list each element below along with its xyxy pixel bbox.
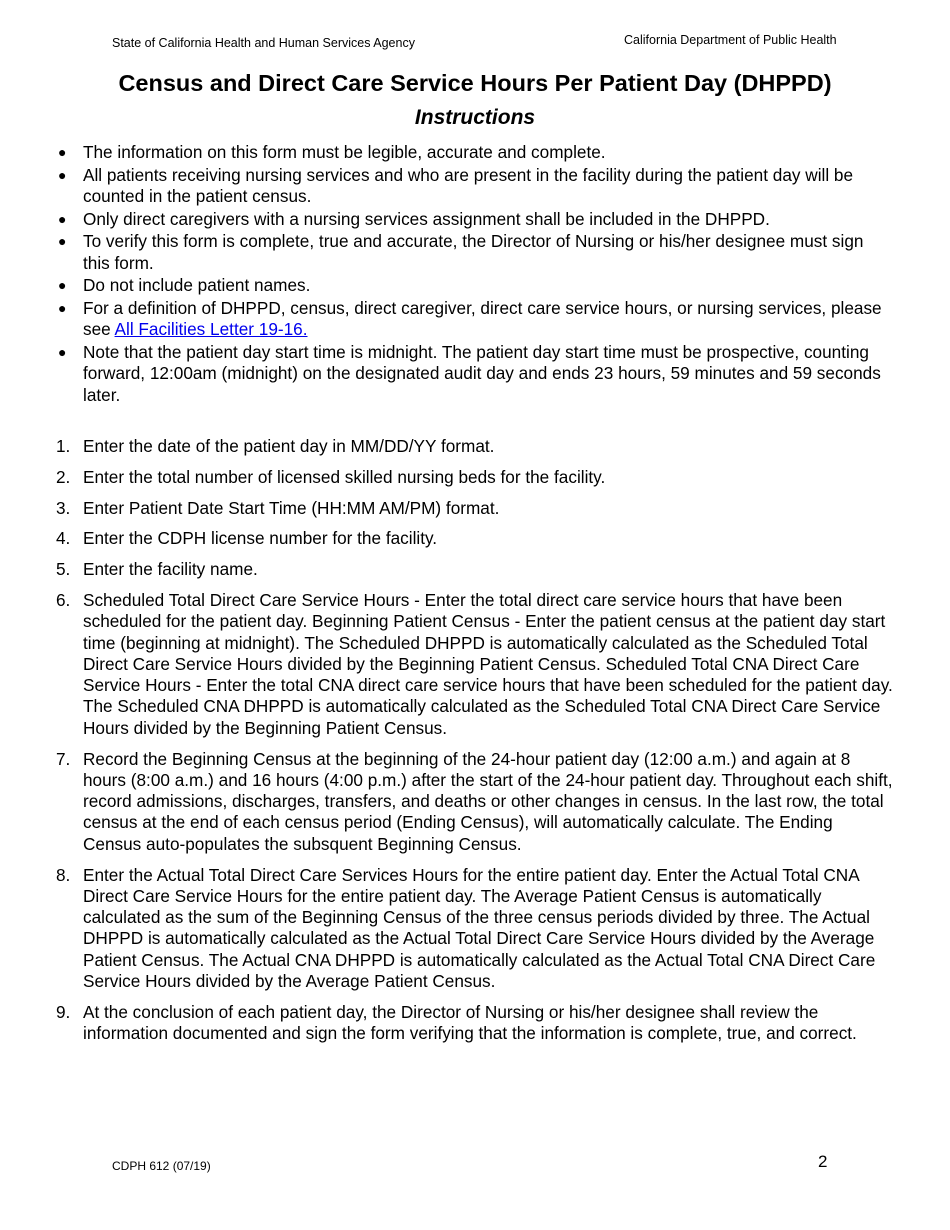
bullet-text: The information on this form must be legible, accurate and complete.: [83, 142, 606, 162]
instruction-bullets: [0, 142, 950, 407]
afl-19-16-link[interactable]: All Facilities Letter 19-16.: [114, 319, 308, 339]
step-text: Enter the Actual Total Direct Care Services Hours for the entire patient day. Enter the Actual Total CNA Direct Care Service Hours for the entire patient day. The Average Patient Census is automatically calculated as the sum of the Beginning Census of the three census periods divided by three. The Actual DHPPD is automatically calculated as the Actual Total Direct Care Service Hours divided by the Average Patient Census. The Actual CNA DHPPD is automatically calculated as the Actual Total CNA Direct Care Service Hours divided by the Average Patient Census.: [83, 864, 876, 992]
bullet-text: Only direct caregivers with a nursing services assignment shall be included in the DHPPD.: [83, 208, 770, 229]
department-name: California Department of Public Health: [624, 33, 837, 47]
bullet-icon: ●: [58, 299, 67, 316]
step-text: Scheduled Total Direct Care Service Hours - Enter the total direct care service hours that have been scheduled for the patient day. Beginning Patient Census - Enter the patient census at the patient day start time (beginning at midnight). The Scheduled DHPPD is automatically calculated as the Scheduled Total Direct Care Service Hours divided by the Beginning Patient Census. Scheduled Total CNA Direct Care Service Hours - Enter the total CNA direct care service hours that have been scheduled for the patient day. The Scheduled CNA DHPPD is automatically calculated as the Scheduled Total CNA Direct Care Service Hours divided by the Beginning Patient Census.: [83, 589, 893, 738]
page-number: 2: [818, 1152, 828, 1171]
bullet-item: [0, 275, 893, 297]
step-item: [0, 436, 893, 457]
step-number: 4.: [56, 528, 71, 549]
step-item: [0, 498, 893, 519]
step-text: Enter the date of the patient day in MM/DD/YY format.: [83, 436, 495, 456]
form-id: CDPH 612 (07/19): [112, 1159, 211, 1173]
step-item: [0, 1002, 893, 1045]
bullet-icon: ●: [58, 277, 67, 293]
step-item: [0, 749, 893, 855]
bullet-item: [0, 142, 893, 164]
bullet-text: All patients receiving nursing services and who are present in the facility during the patient day will be counted in the patient census.: [83, 164, 854, 206]
step-text: Enter the CDPH license number for the facility.: [83, 528, 438, 549]
bullet-icon: ●: [58, 210, 67, 227]
step-item: [0, 590, 893, 739]
step-number: 9.: [56, 1001, 71, 1022]
bullet-item: [0, 298, 893, 341]
step-text: Record the Beginning Census at the beginning of the 24-hour patient day (12:00 a.m.) and again at 8 hours (8:00 a.m.) and 16 hours (4:00 p.m.) after the start of the 24-hour patient day. Throughout each shift, record admissions, discharges, transfers, and deaths or other changes in census. In the last row, the total census at the end of each census period (Ending Census), will automatically calculate. The Ending Census auto-populates the subsquent Beginning Census.: [83, 748, 893, 854]
step-item: [0, 865, 893, 993]
step-text: Enter the facility name.: [83, 559, 258, 580]
instruction-steps: [0, 436, 950, 1054]
bullet-item: [0, 342, 893, 407]
bullet-text: To verify this form is complete, true and accurate, the Director of Nursing or his/her designee must sign this form.: [83, 231, 864, 273]
bullet-text: For a definition of DHPPD, census, direct caregiver, direct care service hours, or nursing services, please see: [83, 297, 882, 339]
step-text: Enter the total number of licensed skilled nursing beds for the facility.: [83, 466, 606, 487]
bullet-item: [0, 231, 893, 274]
page-subtitle: Instructions: [414, 106, 536, 129]
step-number: 1.: [56, 436, 71, 456]
step-number: 7.: [56, 748, 71, 769]
step-number: 8.: [56, 864, 71, 885]
page-title: Census and Direct Care Service Hours Per Patient Day (DHPPD): [118, 70, 832, 96]
bullet-icon: ●: [58, 166, 67, 183]
step-number: 2.: [56, 466, 71, 487]
step-number: 3.: [56, 497, 71, 518]
step-item: [0, 559, 893, 580]
bullet-item: [0, 165, 893, 208]
step-text: Enter Patient Date Start Time (HH:MM AM/PM) format.: [83, 497, 500, 518]
step-item: [0, 528, 893, 549]
bullet-icon: ●: [58, 144, 67, 160]
bullet-icon: ●: [58, 343, 67, 360]
bullet-item: [0, 209, 893, 231]
agency-name: State of California Health and Human Services Agency: [112, 36, 415, 50]
step-number: 5.: [56, 559, 71, 580]
step-number: 6.: [56, 589, 71, 610]
bullet-icon: ●: [58, 233, 67, 249]
step-item: [0, 467, 893, 488]
bullet-text: Note that the patient day start time is midnight. The patient day start time must be prospective, counting forward, 12:00am (midnight) on the designated audit day and ends 23 hours, 59 minutes and 59 seconds later.: [83, 341, 881, 405]
bullet-text: Do not include patient names.: [83, 275, 311, 295]
step-text: At the conclusion of each patient day, the Director of Nursing or his/her designee shall review the information documented and sign the form verifying that the information is complete, true, and correct.: [83, 1001, 857, 1044]
